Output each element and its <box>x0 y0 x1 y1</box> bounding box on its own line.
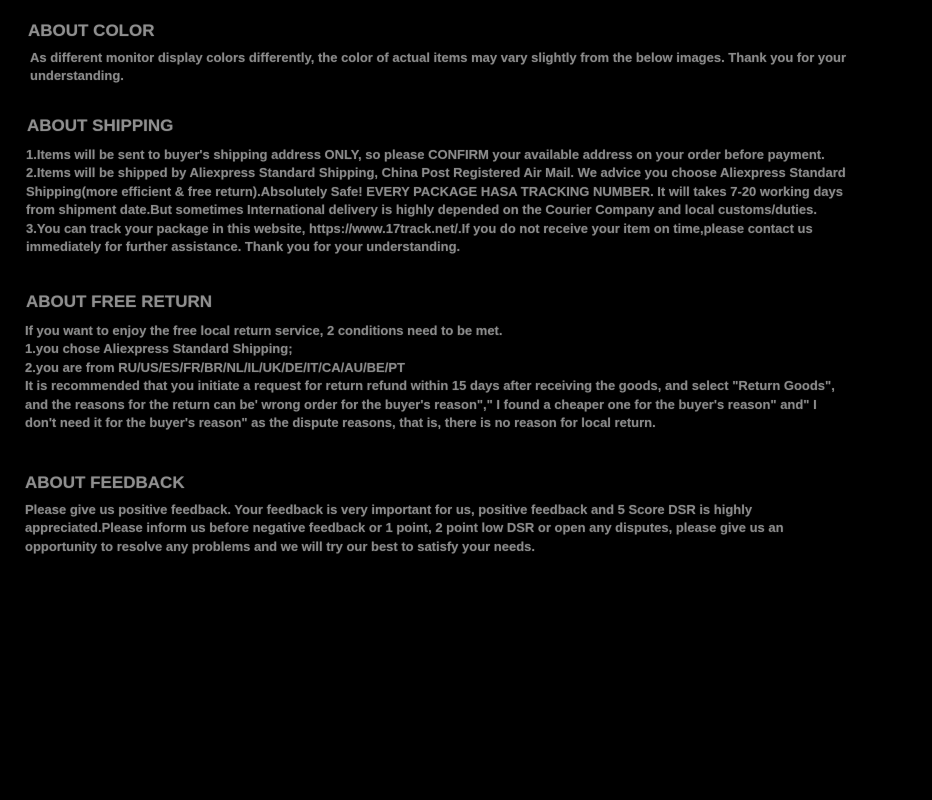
about-color-section <box>0 21 932 86</box>
about-free-return-line: don't need it for the buyer's reason" as the dispute reasons, that is, there is no reason for local return. <box>25 415 656 431</box>
about-color-line: understanding. <box>30 68 124 84</box>
about-shipping-line: immediately for further assistance. Thank you for your understanding. <box>26 239 461 255</box>
about-free-return-line: 1.you chose Aliexpress Standard Shipping; <box>25 341 293 357</box>
about-free-return-line: and the reasons for the return can be' wrong order for the buyer's reason"," I found a cheaper one for the buyer's reason" and" I <box>25 396 817 412</box>
about-free-return-line: 2.you are from RU/US/ES/FR/BR/NL/IL/UK/DE/IT/CA/AU/BE/PT <box>25 359 405 375</box>
about-shipping-line: from shipment date.But sometimes International delivery is highly depended on the Courier Company and local customs/duties. <box>26 202 817 218</box>
about-feedback-text <box>0 501 932 556</box>
about-free-return-line: It is recommended that you initiate a request for return refund within 15 days after receiving the goods, and select "Return Goods", <box>25 378 835 394</box>
about-free-return-section <box>0 292 932 432</box>
about-shipping-section <box>0 116 932 256</box>
about-color-text <box>0 49 920 86</box>
about-feedback-line: opportunity to resolve any problems and we will try our best to satisfy your needs. <box>25 538 535 554</box>
about-feedback-heading: ABOUT FEEDBACK <box>25 473 185 492</box>
about-feedback-line: Please give us positive feedback. Your feedback is very important for us, positive feedback and 5 Score DSR is highly <box>25 502 753 517</box>
about-color-heading: ABOUT COLOR <box>28 21 155 40</box>
about-free-return-heading: ABOUT FREE RETURN <box>26 292 213 311</box>
about-feedback-line: appreciated.Please inform us before negative feedback or 1 point, 2 point low DSR or open any disputes, please give us an <box>25 520 784 536</box>
about-shipping-line: 3.You can track your package in this website, https://www.17track.net/.If you do not receive your item on time,please contact us <box>26 220 813 236</box>
about-free-return-line: If you want to enjoy the free local return service, 2 conditions need to be met. <box>25 323 503 338</box>
about-color-line: As different monitor display colors differently, the color of actual items may vary slightly from the below images. Thank you for your <box>30 50 847 65</box>
about-shipping-heading: ABOUT SHIPPING <box>27 116 174 135</box>
about-feedback-section <box>0 473 932 556</box>
about-free-return-text <box>0 322 932 432</box>
about-shipping-text <box>0 146 932 256</box>
about-shipping-line: 1.Items will be sent to buyer's shipping address ONLY, so please CONFIRM your available address on your order before payment. <box>26 147 825 162</box>
about-shipping-line: 2.Items will be shipped by Aliexpress Standard Shipping, China Post Registered Air Mail. We advice you choose Aliexpress Standard <box>26 165 846 181</box>
about-shipping-line: Shipping(more efficient & free return).Absolutely Safe! EVERY PACKAGE HASA TRACKING NUMBER. It will takes 7-20 working days <box>26 183 843 199</box>
